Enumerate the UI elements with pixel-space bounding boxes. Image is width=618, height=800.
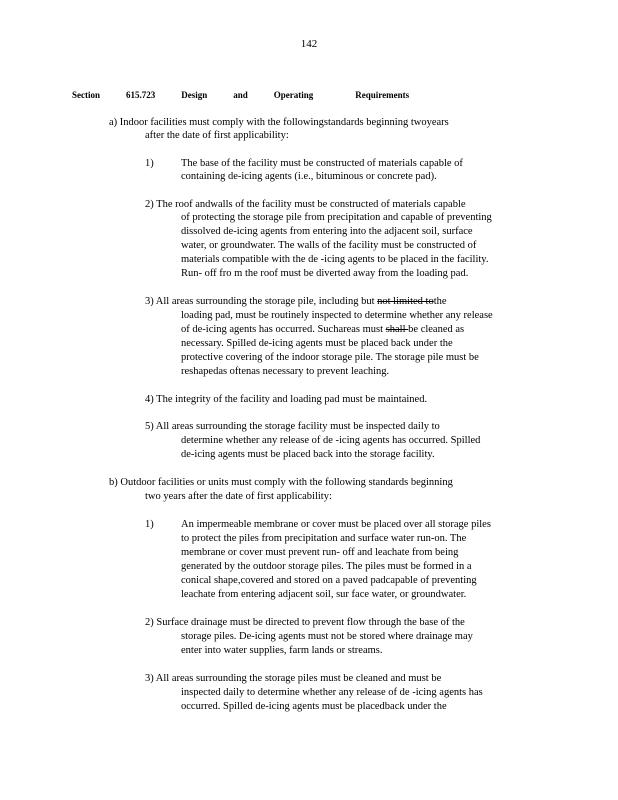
- paragraph-line: inspected daily to determine whether any release of de -icing agents has: [181, 687, 483, 698]
- heading-word: Requirements: [355, 90, 410, 100]
- text-run: 3) All areas surrounding the storage pile, including but: [145, 296, 378, 307]
- paragraph-line: 3) All areas surrounding the storage piles must be cleaned and must be: [145, 673, 442, 684]
- paragraph-line: containing de-icing agents (i.e., bituminous or concrete pad).: [181, 171, 437, 182]
- paragraph-line: reshapedas oftenas necessary to prevent leaching.: [181, 366, 390, 377]
- section-heading: [72, 90, 409, 100]
- paragraph-line: leachate from entering adjacent soil, sur face water, or groundwater.: [181, 589, 467, 600]
- text-run: of de-icing agents has occurred. Suchareas must: [181, 324, 386, 335]
- paragraph-line: loading pad, must be routinely inspected to determine whether any release: [181, 310, 493, 321]
- paragraph-line: Run- off fro m the roof must be diverted away from the loading pad.: [181, 268, 469, 279]
- paragraph-line: conical shape,covered and stored on a paved padcapable of preventing: [181, 575, 477, 586]
- text-run: be cleaned as: [408, 324, 465, 335]
- heading-word: Operating: [273, 90, 314, 100]
- paragraph-line: 4) The integrity of the facility and loading pad must be maintained.: [145, 394, 428, 405]
- part-b-intro-line: two years after the date of first applicability:: [145, 491, 332, 502]
- paragraph-line: generated by the outdoor storage piles. The piles must be formed in a: [181, 561, 472, 572]
- paragraph-line: enter into water supplies, farm lands or streams.: [181, 645, 383, 656]
- paragraph-line: occurred. Spilled de-icing agents must be placedback under the: [181, 701, 447, 712]
- part-a-intro-line: a) Indoor facilities must comply with the followingstandards beginning twoyears: [109, 117, 449, 128]
- part-b-intro-line: b) Outdoor facilities or units must comply with the following standards beginning: [109, 477, 453, 488]
- part-a-intro-line: after the date of first applicability:: [145, 130, 289, 141]
- paragraph-line: storage piles. De-icing agents must not be stored where drainage may: [181, 631, 473, 642]
- paragraph-line: water, or groundwater. The walls of the facility must be constructed of: [181, 240, 477, 251]
- section-number: 615.723: [126, 90, 156, 100]
- paragraph-line: necessary. Spilled de-icing agents must be placed back under the: [181, 338, 453, 349]
- heading-word: Design: [181, 90, 208, 100]
- paragraph-line: An impermeable membrane or cover must be placed over all storage piles: [181, 519, 491, 530]
- paragraph-line: 2) Surface drainage must be directed to prevent flow through the base of the: [145, 617, 465, 628]
- item-label: 1): [145, 158, 154, 169]
- paragraph-line: The base of the facility must be constructed of materials capable of: [181, 158, 463, 169]
- paragraph-line: determine whether any release of de -icing agents has occurred. Spilled: [181, 435, 481, 446]
- paragraph-line: dissolved de-icing agents from entering into the adjacent soil, surface: [181, 226, 473, 237]
- strikethrough-text: not limited to: [377, 296, 434, 307]
- page-number: 142: [300, 38, 318, 50]
- item-label: 1): [145, 519, 154, 530]
- paragraph-line: to protect the piles from precipitation and surface water run-on. The: [181, 533, 467, 544]
- text-run: the: [433, 296, 447, 307]
- heading-word: and: [233, 90, 248, 100]
- paragraph-line: [145, 296, 447, 308]
- paragraph-line: of protecting the storage pile from precipitation and capable of preventing: [181, 212, 492, 223]
- strikethrough-text: shall: [385, 324, 409, 335]
- paragraph-line: [181, 324, 464, 336]
- section-label: Section: [72, 90, 100, 100]
- paragraph-line: protective covering of the indoor storage pile. The storage pile must be: [181, 352, 479, 363]
- paragraph-line: 5) All areas surrounding the storage facility must be inspected daily to: [145, 421, 440, 432]
- paragraph-line: membrane or cover must prevent run- off and leachate from being: [181, 547, 459, 558]
- paragraph-line: 2) The roof andwalls of the facility must be constructed of materials capable: [145, 199, 466, 210]
- paragraph-line: materials compatible with the de -icing agents to be placed in the facility.: [181, 254, 489, 265]
- paragraph-line: de-icing agents must be placed back into the storage facility.: [181, 449, 435, 460]
